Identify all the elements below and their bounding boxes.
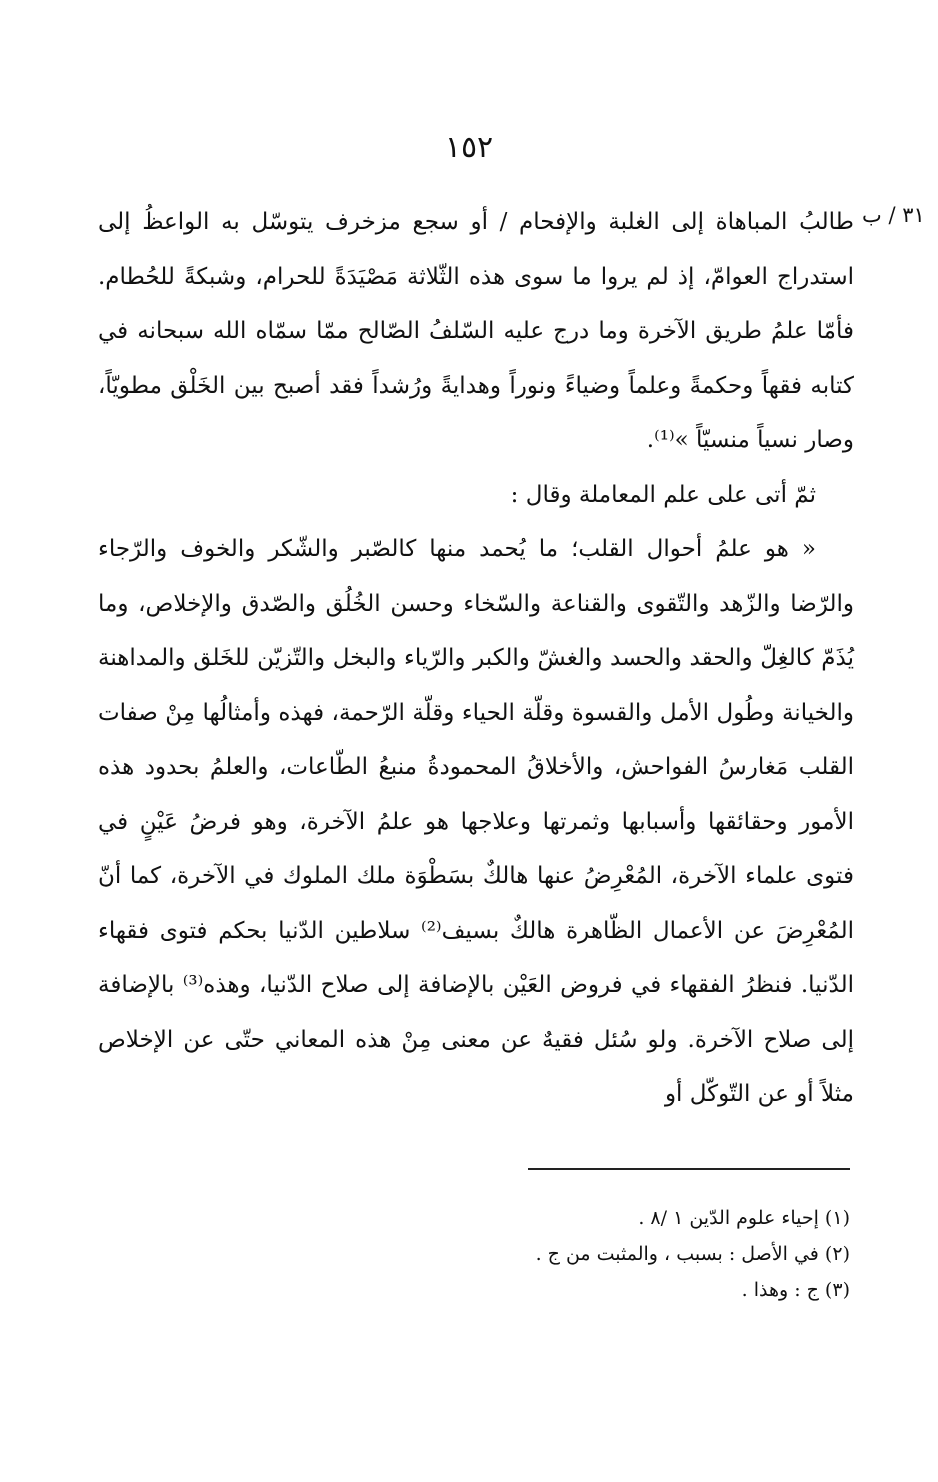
footnotes — [300, 1200, 850, 1308]
page-number: ١٥٢ — [444, 130, 494, 165]
footnote-1: (١) إحياء علوم الدّين ١ /٨ . — [638, 1207, 850, 1229]
footnote-2: (٢) في الأصل : بسبب ، والمثبت من ج . — [535, 1243, 850, 1265]
margin-folio-note: ٣١ / ب — [862, 203, 925, 227]
footnote-divider — [528, 1168, 850, 1170]
paragraph-2: ثمّ أتى على علم المعاملة وقال : — [510, 481, 816, 508]
main-text — [98, 195, 854, 1122]
paragraph-3: « هو علمُ أحوال القلب؛ ما يُحمد منها كالصّبر والشّكر والخوف والرّجاء والرّضا والزّهد والتّقوى والقناعة والسّخاء وحسن الخُلُق والصّدق والإخلاص، وما يُذَمّ كالغِلّ والحقد والحسد والغشّ والكبر والرّياء والبخل والتّزيّن للخَلق والمداهنة والخيانة وطُول الأمل والقسوة وقلّة الحياء وقلّة الرّحمة، فهذه وأمثالُها مِنْ صفات القلب مَغارسُ الفواحش، والأخلاقُ المحمودةُ منبعُ الطّاعات، والعلمُ بحدود هذه الأمور وحقائقها وأسبابها وثمرتها وعلاجها هو علمُ الآخرة، وهو فرضُ عَيْنٍ في فتوى علماء الآخرة، المُعْرِضُ عنها هالكٌ بسَطْوَة ملك الملوك في الآخرة، كما أنّ المُعْرِضَ عن الأعمال الظّاهرة هالكٌ بسيف⁽²⁾ سلاطين الدّنيا بحكم فتوى فقهاء الدّنيا. فنظرُ الفقهاء في فروض العَيْن بالإضافة إلى صلاح الدّنيا، وهذه⁽³⁾ بالإضافة إلى صلاح الآخرة. ولو سُئل فقيهٌ عن معنى مِنْ هذه المعاني حتّى عن الإخلاص مثلاً أو عن التّوكّل أو — [98, 536, 855, 1107]
paragraph-1: طالبُ المباهاة إلى الغلبة والإفحام / أو سجع مزخرف يتوسّل به الواعظُ إلى استدراج العوامّ، إذ لم يروا ما سوى هذه الثّلاثة مَصْيَدَةً للحرام، وشبكةً للحُطام. فأمّا علمُ طريق الآخرة وما درج عليه السّلفُ الصّالح ممّا سمّاه الله سبحانه في كتابه فقهاً وحكمةً وعلماً وضياءً ونوراً وهدايةً ورُشداً فقد أصبح بين الخَلْق مطويّاً، وصار نسياً منسيّاً »⁽¹⁾. — [98, 209, 854, 453]
footnote-3: (٣) ج : وهذا . — [741, 1279, 850, 1301]
